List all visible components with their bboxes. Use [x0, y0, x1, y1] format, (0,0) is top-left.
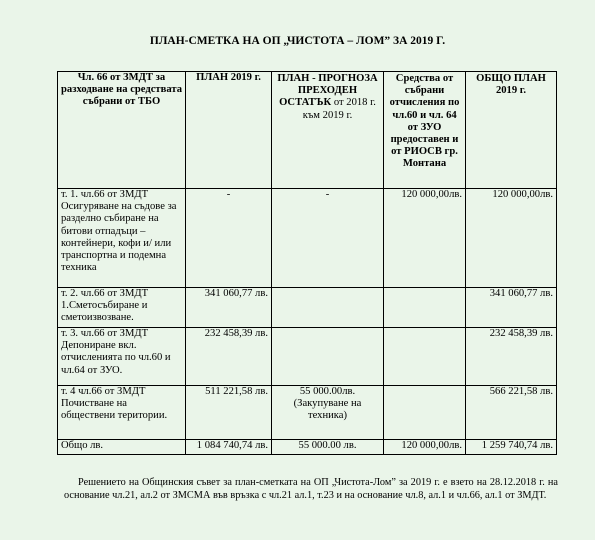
table-row — [58, 386, 557, 440]
total-zuo: 120 000,00лв. — [384, 440, 466, 455]
row-carryover: 55 000.00лв. (Закупуване на техника) — [272, 386, 384, 440]
total-total: 1 259 740,74 лв. — [466, 440, 557, 455]
column-header-carryover-bold: ПЛАН - ПРОГНОЗА ПРЕХОДЕН ОСТАТЪК — [277, 73, 378, 109]
row-total: 232 458,39 лв. — [466, 328, 557, 386]
row-desc: т. 2. чл.66 от ЗМДТ 1.Сметосъбиране и сметоизвозване. — [58, 288, 186, 328]
row-desc: т. 4 чл.66 от ЗМДТ Почистване на обществени територии. — [58, 386, 186, 440]
total-plan: 1 084 740,74 лв. — [186, 440, 272, 455]
row-carryover — [272, 288, 384, 328]
row-zuo: 120 000,00лв. — [384, 189, 466, 288]
decision-note-text: Решението на Общинския съвет за план-сметката на ОП „Чистота-Лом” за 2019 г. е взето на 28.12.2018 г. на основание чл.21, ал.2 от ЗМСМА във връзка с чл.21 ал.1, т.23 и на основание чл.8, ал.1 и чл.66, ал.1 от ЗМДТ. — [64, 477, 558, 501]
table-row — [58, 288, 557, 328]
row-plan: 511 221,58 лв. — [186, 386, 272, 440]
column-header-carryover-note: от 2018 г. към 2019 г. — [302, 97, 376, 121]
column-header-plan: ПЛАН 2019 г. — [186, 72, 272, 189]
table-total-row — [58, 440, 557, 455]
row-plan: - — [186, 189, 272, 288]
row-carryover — [272, 328, 384, 386]
row-zuo — [384, 328, 466, 386]
row-total: 120 000,00лв. — [466, 189, 557, 288]
row-zuo — [384, 386, 466, 440]
row-desc: т. 3. чл.66 от ЗМДТ Депониране вкл. отчисленията по чл.60 и чл.64 от ЗУО. — [58, 328, 186, 386]
table-row — [58, 328, 557, 386]
row-plan: 341 060,77 лв. — [186, 288, 272, 328]
page-title: ПЛАН-СМЕТКА НА ОП „ЧИСТОТА – ЛОМ” ЗА 2019 Г. — [149, 35, 446, 47]
plan-table — [57, 71, 557, 455]
row-plan: 232 458,39 лв. — [186, 328, 272, 386]
table-header-row — [58, 72, 557, 189]
column-header-carryover — [272, 72, 384, 189]
decision-note — [64, 476, 558, 502]
total-label: Общо лв. — [58, 440, 186, 455]
total-carryover: 55 000.00 лв. — [272, 440, 384, 455]
column-header-zuo-funds: Средства от събрани отчисления по чл.60 и чл. 64 от ЗУО предоставен и от РИОСВ гр. Монтана — [384, 72, 466, 189]
row-total: 566 221,58 лв. — [466, 386, 557, 440]
row-desc: т. 1. чл.66 от ЗМДТ Осигуряване на съдове за разделно събиране на битови отпадъци – контейнери, кофи и/ или транспортна и подемна техника — [58, 189, 186, 288]
column-header-total: ОБЩО ПЛАН 2019 г. — [466, 72, 557, 189]
row-total: 341 060,77 лв. — [466, 288, 557, 328]
row-zuo — [384, 288, 466, 328]
column-header-article: Чл. 66 от ЗМДТ за разходване на средствата събрани от ТБО — [58, 72, 186, 189]
row-carryover: - — [272, 189, 384, 288]
table-row — [58, 189, 557, 288]
